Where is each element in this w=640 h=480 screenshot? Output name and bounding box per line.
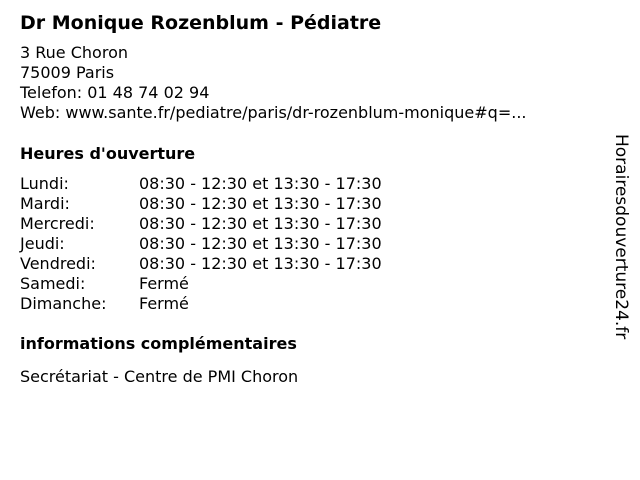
phone-line: Telefon: 01 48 74 02 94	[20, 83, 210, 102]
address-block	[20, 43, 600, 123]
watermark-text: Horairesdouverture24.fr	[611, 134, 631, 340]
hours-row-tuesday	[20, 194, 600, 214]
hours-table	[20, 174, 600, 314]
hours-row-saturday	[20, 274, 600, 294]
page-title: Dr Monique Rozenblum - Pédiatre	[20, 12, 382, 34]
day-label: Dimanche:	[20, 294, 107, 313]
extra-info-text: Secrétariat - Centre de PMI Choron	[20, 367, 299, 386]
day-label: Lundi:	[20, 174, 69, 193]
time-value: 08:30 - 12:30 et 13:30 - 17:30	[139, 194, 382, 213]
city-line: 75009 Paris	[20, 63, 115, 82]
day-label: Mercredi:	[20, 214, 95, 233]
extra-info-heading: informations complémentaires	[20, 334, 297, 353]
time-value: 08:30 - 12:30 et 13:30 - 17:30	[139, 214, 382, 233]
day-label: Vendredi:	[20, 254, 96, 273]
time-value: 08:30 - 12:30 et 13:30 - 17:30	[139, 234, 382, 253]
hours-row-friday	[20, 254, 600, 274]
day-label: Samedi:	[20, 274, 86, 293]
web-line: Web: www.sante.fr/pediatre/paris/dr-rozenblum-monique#q=...	[20, 103, 527, 122]
time-value: 08:30 - 12:30 et 13:30 - 17:30	[139, 254, 382, 273]
day-label: Mardi:	[20, 194, 70, 213]
street-line: 3 Rue Choron	[20, 43, 128, 62]
hours-row-sunday	[20, 294, 600, 314]
hours-row-monday	[20, 174, 600, 194]
hours-row-thursday	[20, 234, 600, 254]
site-watermark	[600, 134, 640, 344]
doctor-info	[20, 10, 600, 387]
time-value: 08:30 - 12:30 et 13:30 - 17:30	[139, 174, 382, 193]
hours-row-wednesday	[20, 214, 600, 234]
time-value: Fermé	[139, 294, 189, 313]
hours-heading: Heures d'ouverture	[20, 144, 196, 163]
time-value: Fermé	[139, 274, 189, 293]
day-label: Jeudi:	[20, 234, 65, 253]
